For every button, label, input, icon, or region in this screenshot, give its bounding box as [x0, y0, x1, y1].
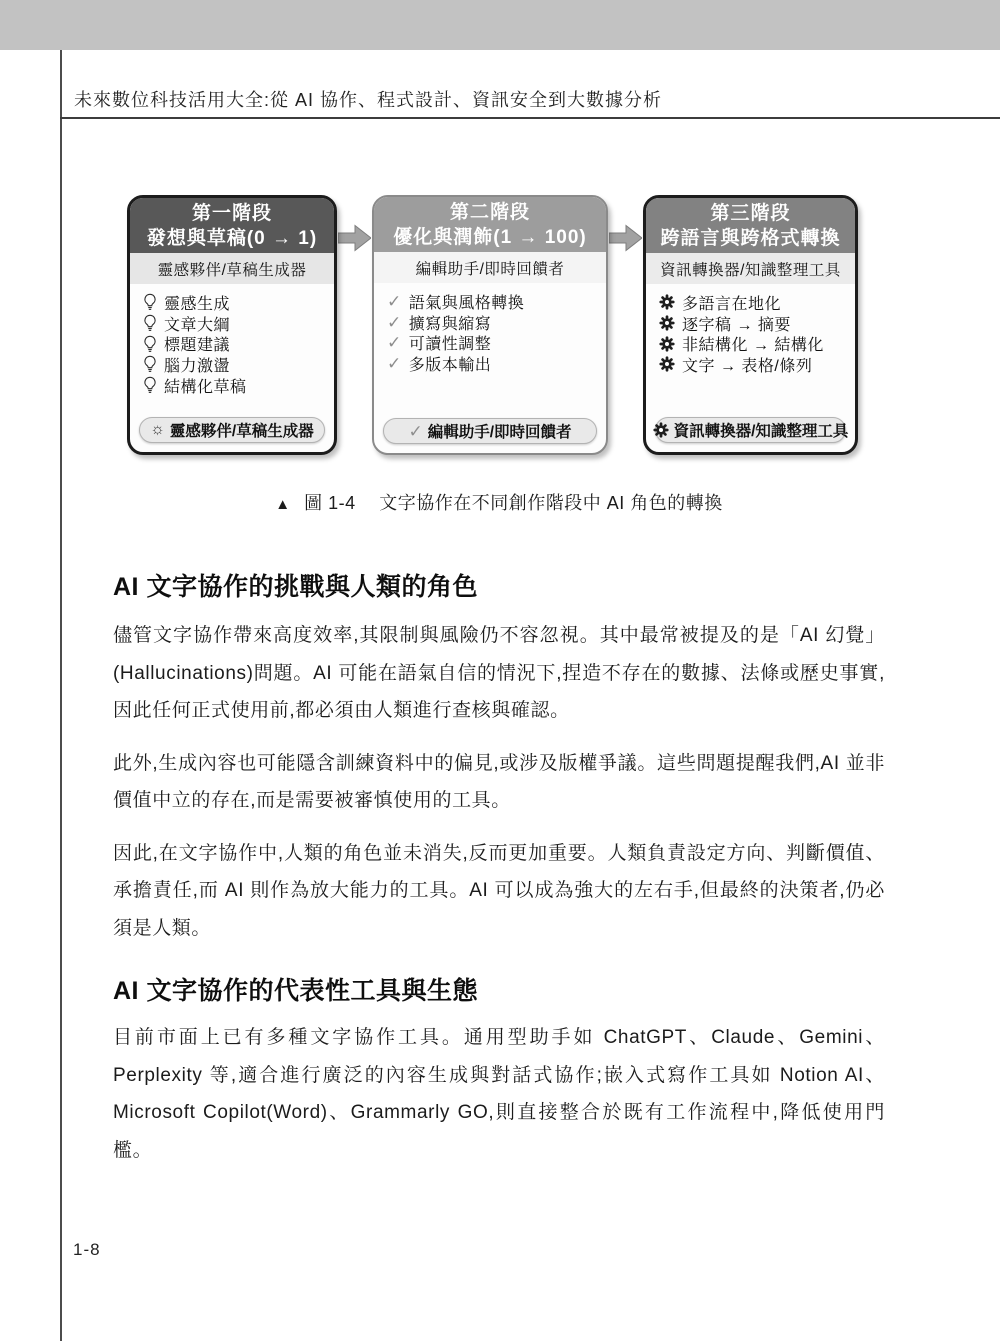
stage-1-header: [130, 198, 334, 253]
stage-2-footer-pill: [383, 418, 597, 444]
stage-3-role: 資訊轉換器/知識整理工具: [646, 253, 855, 284]
stage-3-range: 跨語言與跨格式轉換: [660, 227, 841, 249]
lightbulb-icon: [143, 376, 157, 394]
lightbulb-icon: [143, 355, 157, 373]
stage-card-2: [372, 195, 608, 455]
stage-item: [387, 291, 602, 312]
caption-triangle-icon: ▲: [275, 496, 291, 513]
stage-item-label: 可讀性調整: [408, 336, 492, 354]
gear-icon: [659, 294, 675, 310]
stage-item: [659, 333, 851, 354]
stage-2-range: 優化與潤飾(1 → 100): [393, 226, 587, 248]
stage-item: [143, 333, 330, 354]
paragraph-tools: 目前市面上已有多種文字協作工具。通用型助手如 ChatGPT、Claude、Gemini、Perplexity 等,適合進行廣泛的內容生成與對話式協作;嵌入式寫作工具如 Notion AI、Microsoft Copilot(Word)、Grammarly GO,則直接整合於既有工作流程中,降低使用門檻。: [113, 1027, 885, 1161]
stage-item-label: 標題建議: [164, 337, 231, 355]
stage-3-footer-pill: [655, 417, 849, 443]
stage-footer-label: 靈感夥伴/草稿生成器: [169, 423, 314, 440]
stage-card-1: [127, 195, 337, 455]
section-heading-tools: AI 文字協作的代表性工具與生態: [113, 977, 478, 1005]
stage-card-3: [643, 195, 858, 455]
gear-icon: [659, 336, 675, 352]
stage-item-label: 結構化草稿: [164, 378, 247, 396]
stage-item: [143, 292, 330, 313]
paragraph-human-role: 因此,在文字協作中,人類的角色並未消失,反而更加重要。人類負責設定方向、判斷價值、承擔責任,而 AI 則作為放大能力的工具。AI 可以成為強大的左右手,但最終的決策者,仍必須是人類。: [113, 842, 885, 939]
stage-1-role: 靈感夥伴/草稿生成器: [130, 253, 334, 284]
stage-2-role: 編輯助手/即時回饋者: [374, 252, 606, 283]
stage-item: [659, 354, 851, 375]
figure-diagram: [127, 195, 858, 455]
lightbulb-icon: [143, 293, 157, 311]
stage-item: [387, 332, 602, 353]
check-icon: ✓: [387, 312, 402, 332]
scan-top-bar: [0, 0, 1000, 50]
check-icon: ✓: [387, 353, 402, 373]
flow-arrow-icon: [608, 223, 643, 253]
stage-2-title: 第二階段: [449, 201, 530, 223]
stage-item: [659, 313, 851, 334]
stage-1-footer-pill: [139, 417, 325, 443]
stage-3-header: [646, 198, 855, 253]
stage-item-label: 非結構化 → 結構化: [682, 337, 824, 355]
running-header: 未來數位科技活用大全:從 AI 協作、程式設計、資訊安全到大數據分析: [74, 90, 663, 110]
stage-1-item-list: [130, 292, 334, 395]
stage-item-label: 文字 → 表格/條列: [682, 357, 813, 375]
check-icon: ✓: [387, 333, 402, 353]
stage-3-item-list: [646, 292, 855, 375]
stage-item-label: 逐字稿 → 摘要: [682, 316, 791, 334]
sun-icon: ☼: [150, 421, 165, 438]
flow-arrow-icon: [337, 223, 372, 253]
gear-icon: [659, 356, 675, 372]
page-number: 1-8: [73, 1240, 101, 1259]
left-margin-rule: [60, 50, 62, 1341]
page-content: [113, 115, 885, 1184]
stage-item-label: 腦力激盪: [164, 357, 231, 375]
caption-label: 圖 1-4: [304, 493, 356, 513]
stage-item-label: 文章大綱: [164, 316, 231, 334]
lightbulb-icon: [143, 335, 157, 353]
gear-icon: [659, 315, 675, 331]
paragraph-hallucinations: 儘管文字協作帶來高度效率,其限制與風險仍不容忽視。其中最常被提及的是「AI 幻覺」(Hallucinations)問題。AI 可能在語氣自信的情況下,捏造不存在的數據、法條或歷史事實,因此任何正式使用前,都必須由人類進行查核與確認。: [113, 625, 885, 721]
stage-item: [143, 375, 330, 396]
lightbulb-icon: [143, 314, 157, 332]
stage-2-header: [374, 197, 606, 252]
caption-text: 文字協作在不同創作階段中 AI 角色的轉換: [379, 493, 723, 513]
paragraph-bias-copyright: 此外,生成內容也可能隱含訓練資料中的偏見,或涉及版權爭議。這些問題提醒我們,AI 並非價值中立的存在,而是需要被審慎使用的工具。: [113, 752, 885, 811]
stage-item: [143, 354, 330, 375]
gear-icon: [653, 422, 669, 438]
stage-item-label: 多語言在地化: [682, 295, 782, 313]
stage-item: [143, 313, 330, 334]
stage-item-label: 靈感生成: [164, 295, 231, 313]
stage-2-item-list: [374, 291, 606, 374]
stage-3-title: 第三階段: [710, 202, 791, 224]
stage-item-label: 擴寫與縮寫: [408, 315, 492, 333]
stage-1-title: 第一階段: [191, 202, 272, 224]
figure-caption: [113, 489, 885, 515]
stage-footer-label: 資訊轉換器/知識整理工具: [673, 423, 849, 440]
section-heading-challenges: AI 文字協作的挑戰與人類的角色: [113, 573, 478, 601]
stage-item: [387, 312, 602, 333]
stage-item-label: 語氣與風格轉換: [408, 294, 525, 312]
check-icon: ✓: [408, 421, 423, 441]
stage-item: [659, 292, 851, 313]
stage-footer-label: 編輯助手/即時回饋者: [427, 424, 572, 441]
stage-1-range: 發想與草稿(0 → 1): [146, 227, 318, 249]
stage-item-label: 多版本輸出: [408, 356, 492, 374]
stage-item: [387, 353, 602, 374]
check-icon: ✓: [387, 291, 402, 311]
